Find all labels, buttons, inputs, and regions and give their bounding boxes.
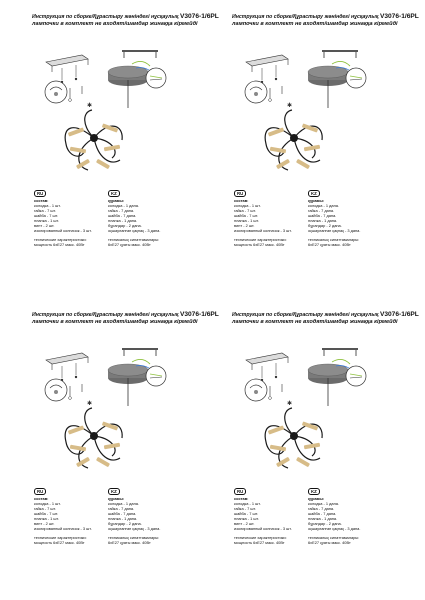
list-item: колодка - 1 дана. [108,501,139,506]
kz-spec-heading: техникалық сипаттамалары: [308,535,360,540]
ru-badge: RU [34,488,46,495]
model-number: V3076-1/6PL [379,13,419,20]
assembly-illustration [232,326,422,496]
list-item: гайка - 7 шт. [234,208,256,213]
kz-column [108,198,160,247]
magnifier-detail-icon [45,81,67,103]
ru-spec-heading: технические характеристики: [34,535,87,540]
sheet-title-text: Инструкция по сборке/Құрастыру жөніндегі нұсқаулық [32,312,179,318]
list-item: планка - 1 дана. [308,218,338,223]
kz-spec-heading: техникалық сипаттамалары: [108,535,160,540]
ru-spec-heading: технические характеристики: [34,237,87,242]
list-item: планка - 1 дана. [308,516,338,521]
chandelier-icon [65,110,122,170]
list-item: планка - 1 дана. [108,218,138,223]
ru-spec-value: мощность 6хE27 макс. 40Вт [234,242,285,247]
list-item: шайба - 7 дана. [308,213,337,218]
list-item: оқшауланған қақпақ - 3 дана. [108,228,161,233]
list-item: гайка - 7 шт. [34,506,56,511]
kz-column [308,198,360,247]
sheet-title [32,312,232,318]
instruction-sheet-top-right [232,14,422,284]
ru-column [234,198,292,247]
ground-symbol-icon: ✱ [287,103,293,109]
kz-spec-heading: техникалық сипаттамалары: [308,237,360,242]
ru-heading: состав: [234,496,249,501]
list-item: оқшауланған қақпақ - 3 дана. [308,228,361,233]
ground-symbol-icon: ✱ [87,103,93,109]
magnifier-wiring-icon [346,68,366,88]
list-item: шайба - 7 шт. [234,213,259,218]
list-item: планка - 1 шт. [234,516,259,521]
list-item: бұрандар - 2 дана. [308,223,342,228]
kz-spec-value: 6хE27 қуаты макс. 40Вт [308,242,351,247]
kz-spec-value: 6хE27 қуаты макс. 40Вт [108,242,151,247]
list-item: изолированный колпачок - 3 шт. [234,526,292,531]
list-item: гайка - 7 дана. [308,208,335,213]
list-item: колодка - 1 шт. [234,203,261,208]
ru-spec-value: мощность 6хE27 макс. 40Вт [34,242,85,247]
assembly-illustration [232,28,422,198]
sheet-title-text: Инструкция по сборке/Құрастыру жөніндегі нұсқаулық [232,312,379,318]
sheet-title [232,14,425,20]
list-item: шайба - 7 шт. [34,511,59,516]
list-item: изолированный колпачок - 3 шт. [234,228,292,233]
ground-symbol-icon: ✱ [87,401,93,407]
ru-badge: RU [34,190,46,197]
list-item: планка - 1 шт. [234,218,259,223]
magnifier-wiring-icon [346,366,366,386]
ru-spec-heading: технические характеристики: [234,237,287,242]
magnifier-wiring-icon [146,366,166,386]
list-item: шайба - 7 шт. [234,511,259,516]
kz-column [108,496,160,545]
list-item: бұрандар - 2 дана. [108,223,142,228]
list-item: гайка - 7 дана. [108,208,135,213]
kz-badge: KZ [108,488,120,495]
kz-heading: құрамы: [108,496,125,501]
ru-heading: состав: [34,198,49,203]
sheet-subtitle: лампочки в комплект не входят/шамдар жинаққа кірмейді [32,319,198,325]
list-item: изолированный колпачок - 3 шт. [34,228,92,233]
chandelier-icon [65,408,122,468]
list-item: колодка - 1 шт. [34,203,61,208]
list-item: колодка - 1 шт. [34,501,61,506]
kz-spec-value: 6хE27 қуаты макс. 40Вт [108,540,151,545]
list-item: колодка - 1 дана. [308,501,339,506]
ru-column [34,198,92,247]
list-item: шайба - 7 шт. [34,213,59,218]
magnifier-wiring-icon [146,68,166,88]
kz-heading: құрамы: [308,496,325,501]
kz-badge: KZ [308,190,320,197]
ru-badge: RU [234,190,246,197]
chandelier-icon [265,408,322,468]
ru-heading: состав: [234,198,249,203]
magnifier-detail-icon [45,379,67,401]
model-number: V3076-1/6PL [179,13,219,20]
list-item: винт - 2 шт. [234,521,255,526]
list-item: колодка - 1 шт. [234,501,261,506]
list-item: планка - 1 шт. [34,218,59,223]
assembly-illustration [32,326,222,496]
kz-heading: құрамы: [308,198,325,203]
sheet-subtitle: лампочки в комплект не входят/шамдар жинаққа кірмейді [232,319,398,325]
model-number: V3076-1/6PL [379,311,419,318]
kz-column [308,496,360,545]
list-item: колодка - 1 дана. [108,203,139,208]
list-item: гайка - 7 шт. [34,208,56,213]
ru-column [34,496,92,545]
ru-spec-value: мощность 6хE27 макс. 40Вт [234,540,285,545]
ru-column [234,496,292,545]
list-item: гайка - 7 шт. [234,506,256,511]
instruction-sheet-top-left [32,14,222,284]
list-item: бұрандар - 2 дана. [108,521,142,526]
assembly-illustration [32,28,222,198]
list-item: винт - 2 шт. [234,223,255,228]
instruction-sheet-bottom-right [232,312,422,582]
list-item: изолированный колпачок - 3 шт. [34,526,92,531]
list-item: бұрандар - 2 дана. [308,521,342,526]
ru-badge: RU [234,488,246,495]
sheet-title [232,312,425,318]
model-number: V3076-1/6PL [179,311,219,318]
magnifier-detail-icon [245,379,267,401]
ru-heading: состав: [34,496,49,501]
kz-spec-value: 6хE27 қуаты макс. 40Вт [308,540,351,545]
list-item: гайка - 7 дана. [308,506,335,511]
sheet-title [32,14,232,20]
kz-badge: KZ [108,190,120,197]
ru-spec-value: мощность 6хE27 макс. 40Вт [34,540,85,545]
list-item: планка - 1 шт. [34,516,59,521]
sheet-title-text: Инструкция по сборке/Құрастыру жөніндегі нұсқаулық [232,14,379,20]
list-item: колодка - 1 дана. [308,203,339,208]
list-item: винт - 2 шт. [34,223,55,228]
list-item: оқшауланған қақпақ - 3 дана. [108,526,161,531]
kz-spec-heading: техникалық сипаттамалары: [108,237,160,242]
sheet-title-text: Инструкция по сборке/Құрастыру жөніндегі нұсқаулық [32,14,179,20]
chandelier-icon [265,110,322,170]
list-item: винт - 2 шт. [34,521,55,526]
list-item: шайба - 7 дана. [108,511,137,516]
magnifier-detail-icon [245,81,267,103]
list-item: гайка - 7 дана. [108,506,135,511]
ru-spec-heading: технические характеристики: [234,535,287,540]
kz-heading: құрамы: [108,198,125,203]
list-item: шайба - 7 дана. [108,213,137,218]
list-item: оқшауланған қақпақ - 3 дана. [308,526,361,531]
ground-symbol-icon: ✱ [287,401,293,407]
list-item: шайба - 7 дана. [308,511,337,516]
sheet-subtitle: лампочки в комплект не входят/шамдар жинаққа кірмейді [32,21,198,27]
list-item: планка - 1 дана. [108,516,138,521]
sheet-subtitle: лампочки в комплект не входят/шамдар жинаққа кірмейді [232,21,398,27]
kz-badge: KZ [308,488,320,495]
instruction-sheet-bottom-left [32,312,222,582]
